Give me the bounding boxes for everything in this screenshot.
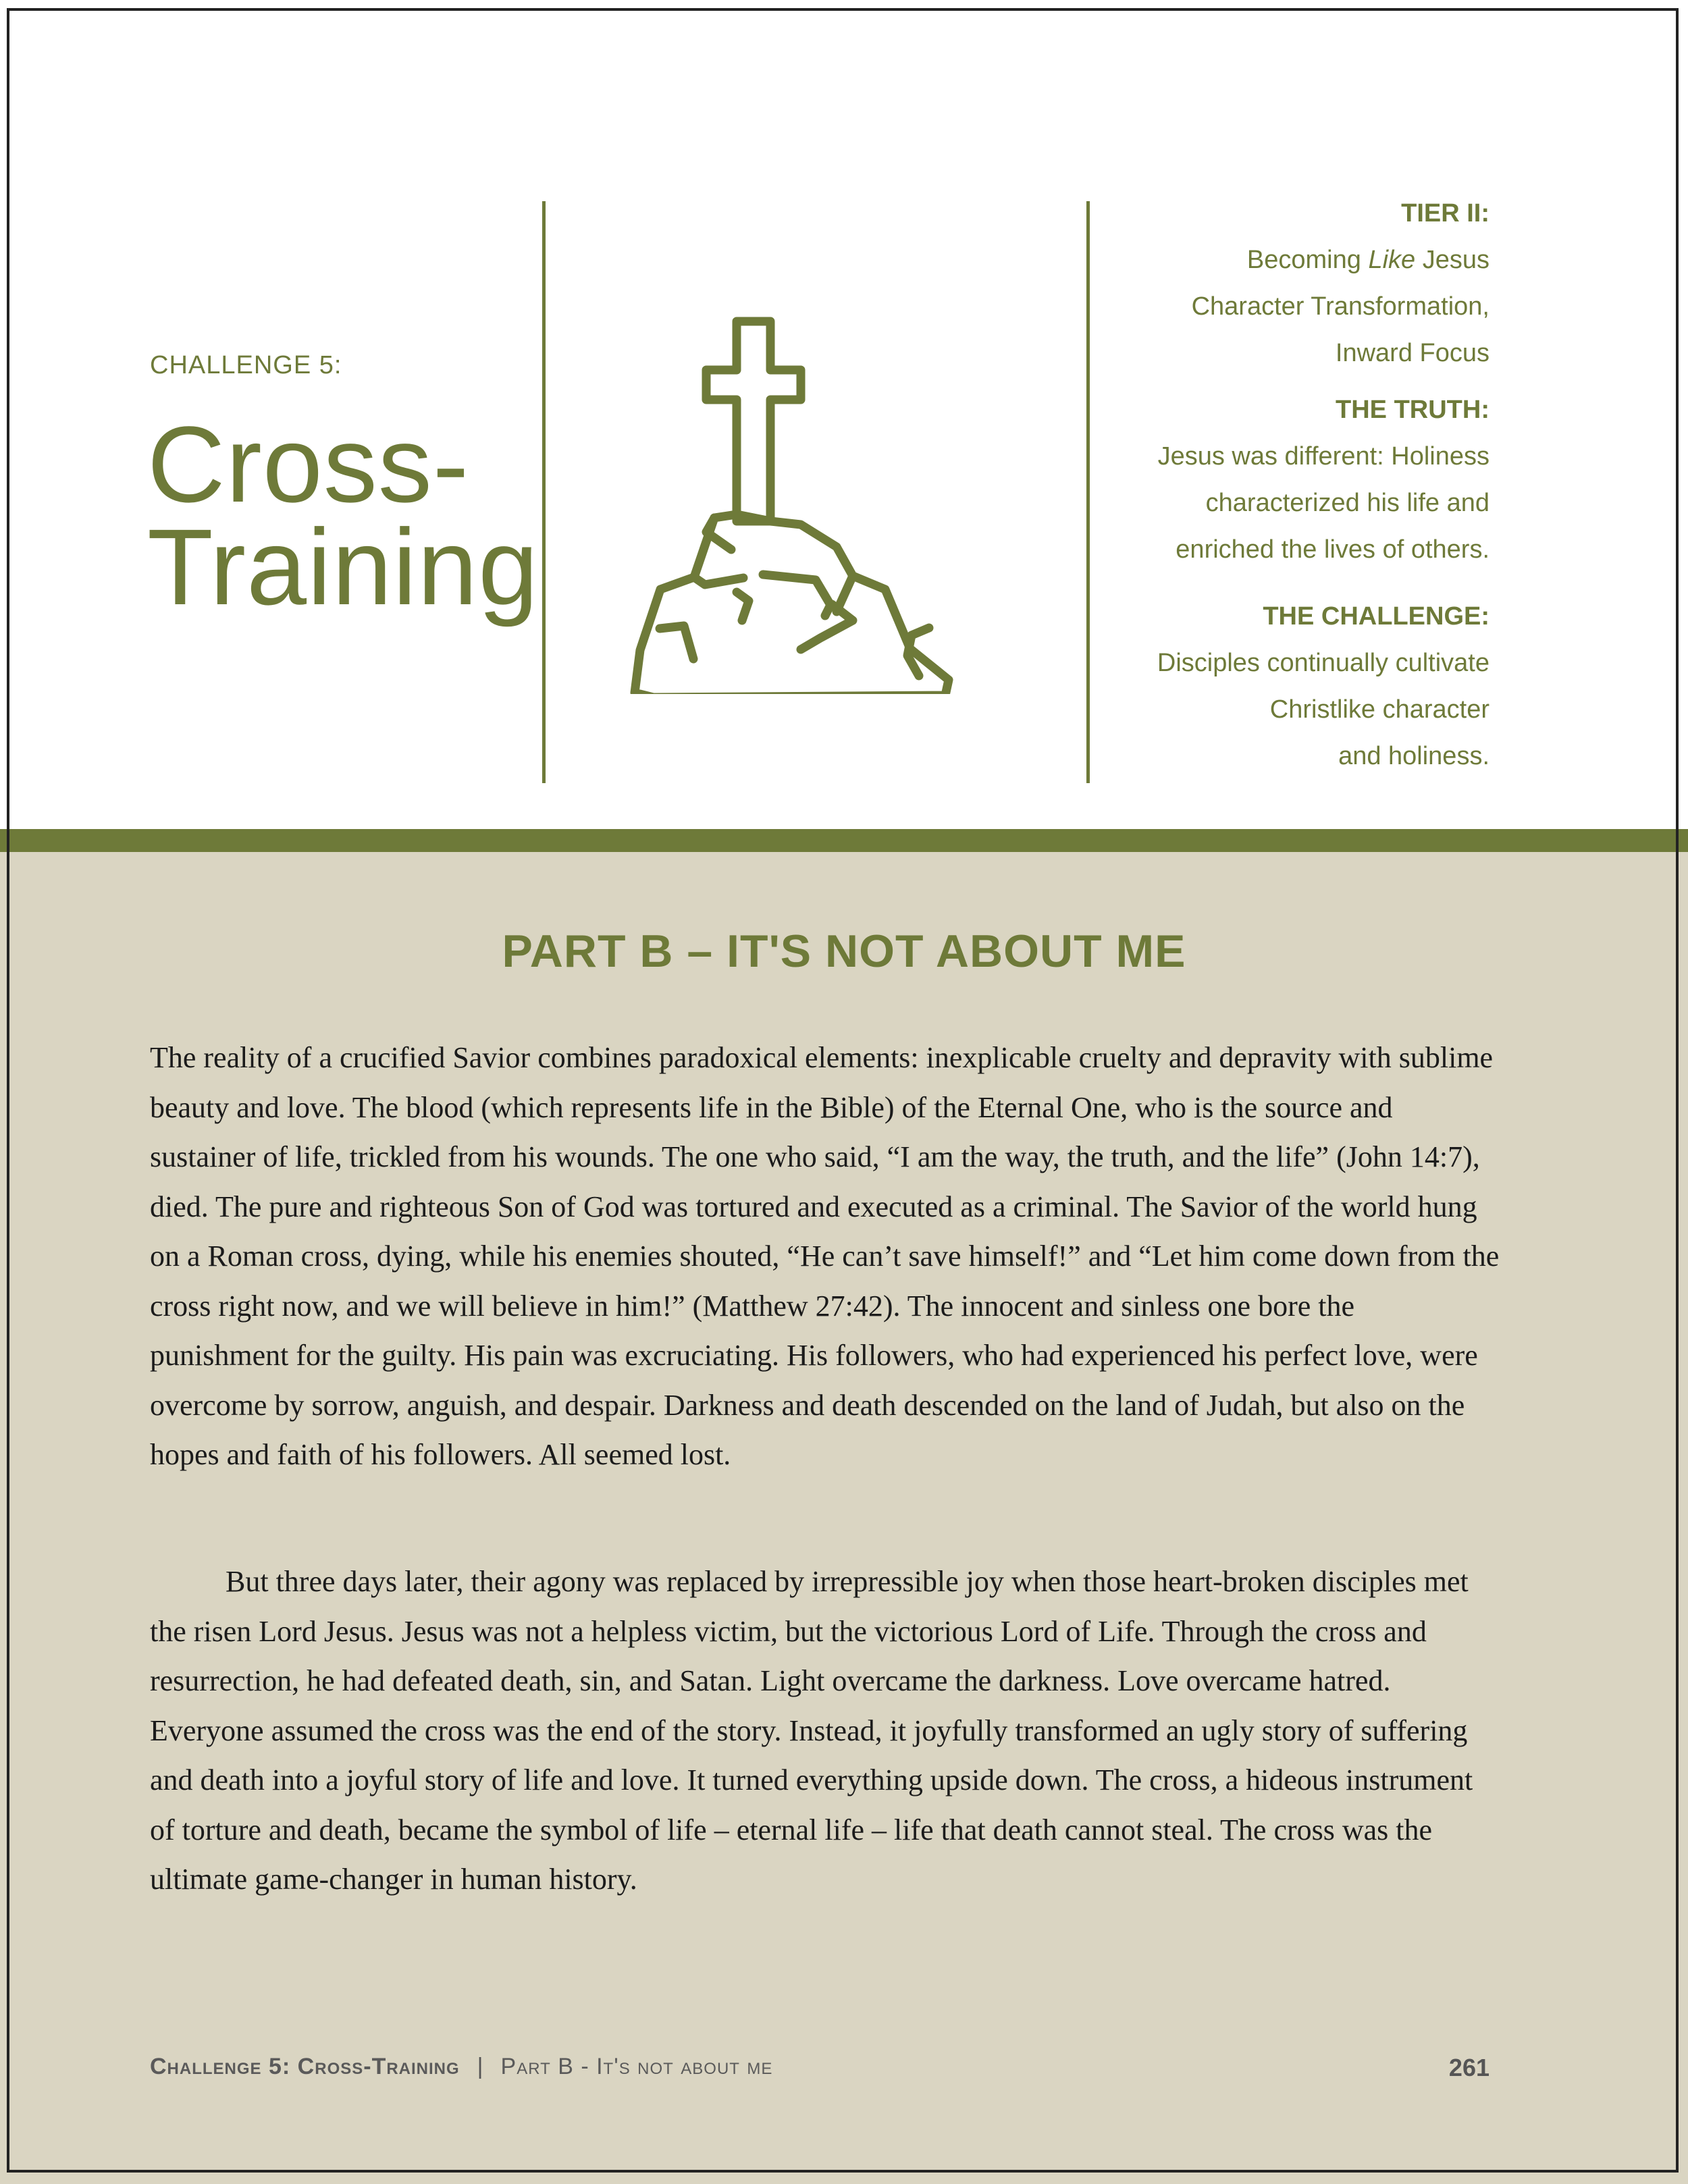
footer-separator: | [477, 2054, 483, 2079]
body-paragraph-2: But three days later, their agony was replaced by irrepressible joy when those heart-broken disciples met the risen Lord Jesus. Jesus was not a helpless victim, but the victorious Lord of Life. Through the cross and resurrection, he had defeated death, sin, and Satan. Light overcame the darkness. Love overcame hatred. Everyone assumed the cross was the end of the story. Instead, it joyfully transformed an ugly story of suffering and death into a joyful story of life and love. It turned everything upside down. The cross, a hideous instrument of torture and death, became the symbol of life – eternal life – life that death cannot steal. The cross was the ultimate game-changer in human history. [150, 1565, 1473, 1896]
footer-part: Part B - It's not about me [500, 2054, 773, 2079]
challenge-line3: and holiness. [1338, 742, 1489, 770]
chapter-title [147, 404, 539, 627]
divider-band [0, 829, 1688, 852]
tier-line3: Inward Focus [1335, 339, 1489, 367]
challenge-line2: Christlike character [1269, 695, 1489, 724]
tier-heading: TIER II: [1401, 199, 1489, 228]
chapter-title-line2: Training [147, 506, 539, 627]
body-paragraph-1: The reality of a crucified Savior combines paradoxical elements: inexplicable cruelty and depravity with sublime beauty and love. The blood (which represents life in the Bible) of the Eternal One, who is the source and sustainer of life, trickled from his wounds. The one who said, “I am the way, the truth, and the life” (John 14:7), died. The pure and righteous Son of God was tortured and executed as a criminal. The Savior of the world hung on a Roman cross, dying, while his enemies shouted, “He can’t save himself!” and “Let him come down from the cross right now, and we will believe in him!” (Matthew 27:42). The innocent and sinless one bore the punishment for the guilty. His pain was excruciating. His followers, who had experienced his perfect love, were overcome by sorrow, anguish, and despair. Darkness and death descended on the land of Judah, but also on the hopes and faith of his followers. All seemed lost. [150, 1041, 1500, 1471]
truth-line3: enriched the lives of others. [1176, 535, 1489, 564]
left-divider [542, 201, 546, 783]
challenge-line1: Disciples continually cultivate [1157, 649, 1489, 677]
footer-chapter: Challenge 5: Cross-Training [150, 2054, 460, 2079]
cross-on-rock-icon [620, 309, 998, 694]
truth-heading: THE TRUTH: [1336, 396, 1489, 424]
tier-line2: Character Transformation, [1191, 292, 1489, 321]
tier-info-panel [1057, 190, 1489, 780]
section-title: PART B – IT'S NOT ABOUT ME [502, 926, 1186, 977]
running-footer [150, 2054, 772, 2080]
challenge-label: CHALLENGE 5: [150, 351, 342, 379]
challenge-heading: THE CHALLENGE: [1263, 602, 1489, 631]
tier-line1: Becoming Like Jesus [1246, 246, 1489, 274]
truth-line1: Jesus was different: Holiness [1157, 442, 1489, 471]
page-number: 261 [1448, 2054, 1489, 2081]
chapter-header [0, 0, 1688, 829]
chapter-title-line1: Cross- [147, 404, 470, 525]
truth-line2: characterized his life and [1205, 489, 1489, 517]
tier-emphasis: Like [1368, 246, 1416, 274]
